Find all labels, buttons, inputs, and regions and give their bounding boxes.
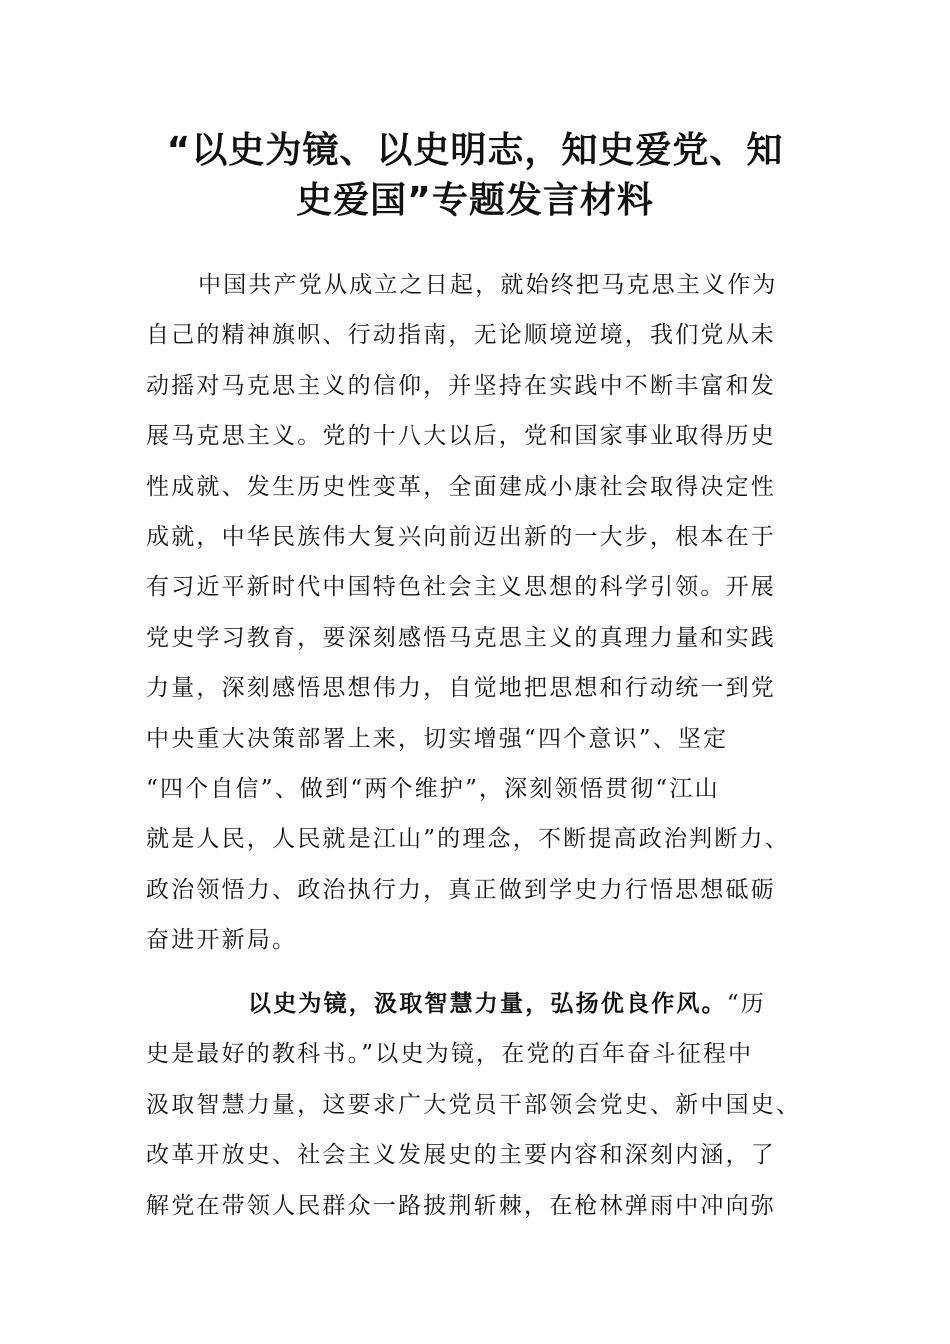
paragraph-line: 解党在带领人民群众一路披荆斩棘，在枪林弹雨中冲向弥 bbox=[146, 1192, 776, 1219]
paragraph-line: 动摇对马克思主义的信仰，并坚持在实践中不断丰富和发 bbox=[146, 372, 776, 399]
paragraph-line: 汲取智慧力量，这要求广大党员干部领会党史、新中国史、 bbox=[146, 1091, 802, 1118]
paragraph-line: 展马克思主义。党的十八大以后，党和国家事业取得历史 bbox=[146, 423, 776, 450]
paragraph-text: “历 bbox=[726, 991, 766, 1017]
paragraph-1 bbox=[146, 260, 801, 966]
title-line: “以史为镜、以史明志，知史爱党、知 bbox=[166, 130, 784, 171]
section-heading: 以史为镜，汲取智慧力量，弘扬优良作风。 bbox=[248, 990, 727, 1017]
paragraph-line: 性成就、发生历史性变革，全面建成小康社会取得决定性 bbox=[146, 473, 776, 500]
paragraph-line: 政治领悟力、政治执行力，真正做到学史力行悟思想砥砺 bbox=[146, 876, 776, 903]
paragraph-line: 有习近平新时代中国特色社会主义思想的科学引领。开展 bbox=[146, 574, 776, 601]
document-title bbox=[120, 126, 830, 226]
paragraph-line: 就是人民，人民就是江山”的理念，不断提高政治判断力、 bbox=[146, 826, 790, 853]
paragraph-line: “四个自信”、做到“两个维护”，深刻领悟贯彻“江山 bbox=[146, 776, 720, 803]
paragraph-line: 奋进开新局。 bbox=[146, 927, 298, 954]
paragraph-line: 自己的精神旗帜、行动指南，无论顺境逆境，我们党从未 bbox=[146, 322, 776, 349]
title-line: 史爱国”专题发言材料 bbox=[296, 180, 654, 221]
paragraph-line: 中央重大决策部署上来，切实增强“四个意识”、坚定 bbox=[146, 725, 729, 752]
paragraph-line: 成就，中华民族伟大复兴向前迈出新的一大步，根本在于 bbox=[146, 524, 776, 551]
paragraph-line: 中国共产党从成立之日起，就始终把马克思主义作为 bbox=[198, 272, 778, 298]
paragraph-line: 党史学习教育，要深刻感悟马克思主义的真理力量和实践 bbox=[146, 624, 776, 651]
paragraph-2 bbox=[146, 979, 801, 1231]
paragraph-line: 力量，深刻感悟思想伟力，自觉地把思想和行动统一到党 bbox=[146, 675, 776, 702]
paragraph-line: 史是最好的教科书。”以史为镜，在党的百年奋斗征程中 bbox=[146, 1041, 754, 1068]
paragraph-line: 改革开放史、社会主义发展史的主要内容和深刻内涵，了 bbox=[146, 1142, 776, 1169]
paragraph-first-line bbox=[146, 979, 801, 1029]
